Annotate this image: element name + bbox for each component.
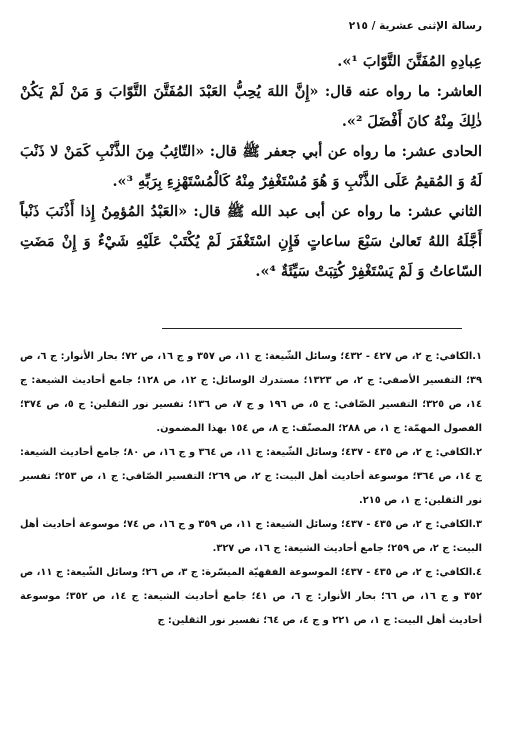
footnote-divider xyxy=(162,328,462,329)
paragraph: عِبادِهِ المُفَتَّنَ التَّوّابَ ¹». xyxy=(337,53,482,70)
footnotes xyxy=(20,345,482,633)
paragraph: العاشر: ما رواه عنه قال: «إِنَّ اللهَ يُحِبُّ العَبْدَ المُفَتَّنَ التَّوّابَ وَ مَنْ لَمْ يَكُنْ ذٰلِكَ مِنْهُ كانَ أَفْضَلَ ²». xyxy=(20,83,482,130)
footnote: ٤.الكافي: ج ٢، ص ٤٣٥ - ٤٣٧؛ الموسوعة الفقهيّة الميسّرة: ج ٣، ص ٢٦؛ وسائل الشّيعة: ج ١١، ص ٣٥٢ و ج ١٦، ص ٦٦؛ بحار الأنوار: ج ٦، ص ٤١؛ جامع أحاديث الشيعة: ج ١٤، ص ٣٥٢؛ موسوعة أحاديث أهل البيت: ج ١، ص ٢٢١ و ج ٤، ص ٦٤؛ تفسير نور الثقلين: ج xyxy=(20,567,483,626)
footnote: ٣.الكافي: ج ٢، ص ٤٣٥ - ٤٣٧؛ وسائل الشيعة: ج ١١، ص ٣٥٩ و ج ١٦، ص ٧٤؛ موسوعة أحاديث أهل البيت: ج ٢، ص ٢٥٩؛ جامع أحاديث الشيعة: ج ١٦، ص ٣٢٧. xyxy=(20,519,482,554)
footnote: ١.الكافي: ج ٢، ص ٤٢٧ - ٤٣٢؛ وسائل الشّيعة: ج ١١، ص ٣٥٧ و ج ١٦، ص ٧٢؛ بحار الأنوار: ج ٦، ص ٣٩؛ التفسير الأصفي: ج ٢، ص ١٣٢٣؛ مستدرك الوسائل: ج ١٢، ص ١٢٨؛ جامع أحاديث الشيعة: ج ١٤، ص ٣٢٥؛ التفسير الصّافي: ج ٥، ص ١٩٦ و ج ٧، ص ١٣٦؛ تفسير نور الثقلين: ج ٥، ص ٣٧٤؛ الفصول المهمّة: ج ١، ص ٢٨٨؛ المصنّف: ج ٨، ص ١٥٤ بهذا المضمون. xyxy=(20,351,482,434)
main-text xyxy=(20,47,482,287)
footnote: ٢.الكافي: ج ٢، ص ٤٣٥ - ٤٣٧؛ وسائل الشّيعة: ج ١١، ص ٣٦٤ و ج ١٦، ص ٨٠؛ جامع أحاديث الشيعة: ج ١٤، ص ٣٦٤؛ موسوعة أحاديث أهل البيت: ج ٢، ص ٢٦٩؛ التفسير الصّافي: ج ١، ص ٢٥٣؛ تفسير نور الثقلين: ج ١، ص ٢١٥. xyxy=(20,447,483,506)
paragraph: الحادى عشر: ما رواه عن أبي جعفر ﷺ قال: «التّائِبُ مِنَ الذَّنْبِ كَمَنْ لا ذَنْبَ لَهُ وَ المُقيمُ عَلَى الذَّنْبِ وَ هُوَ مُسْتَغْفِرٌ مِنْهُ كَالْمُسْتَهْزِءِ بِرَبِّهِ ³». xyxy=(20,143,482,190)
running-head: رسالة الإثنى عشرية / ٢١٥ xyxy=(348,20,482,32)
paragraph: الثاني عشر: ما رواه عن أبى عبد الله ﷺ قال: «العَبْدُ المُؤمِنُ إِذا أَذْنَبَ ذَنْباً أَجَّلَهُ اللهُ تَعالىٰ سَبْعَ ساعاتٍ فَإِنِ اسْتَغْفَرَ لَمْ يُكْتَبْ عَلَيْهِ شَيْءٌ وَ إِنْ مَضَتِ السّاعاتُ وَ لَمْ يَسْتَغْفِرْ كُتِبَتْ سَيِّئَةٌ ⁴». xyxy=(20,203,482,280)
